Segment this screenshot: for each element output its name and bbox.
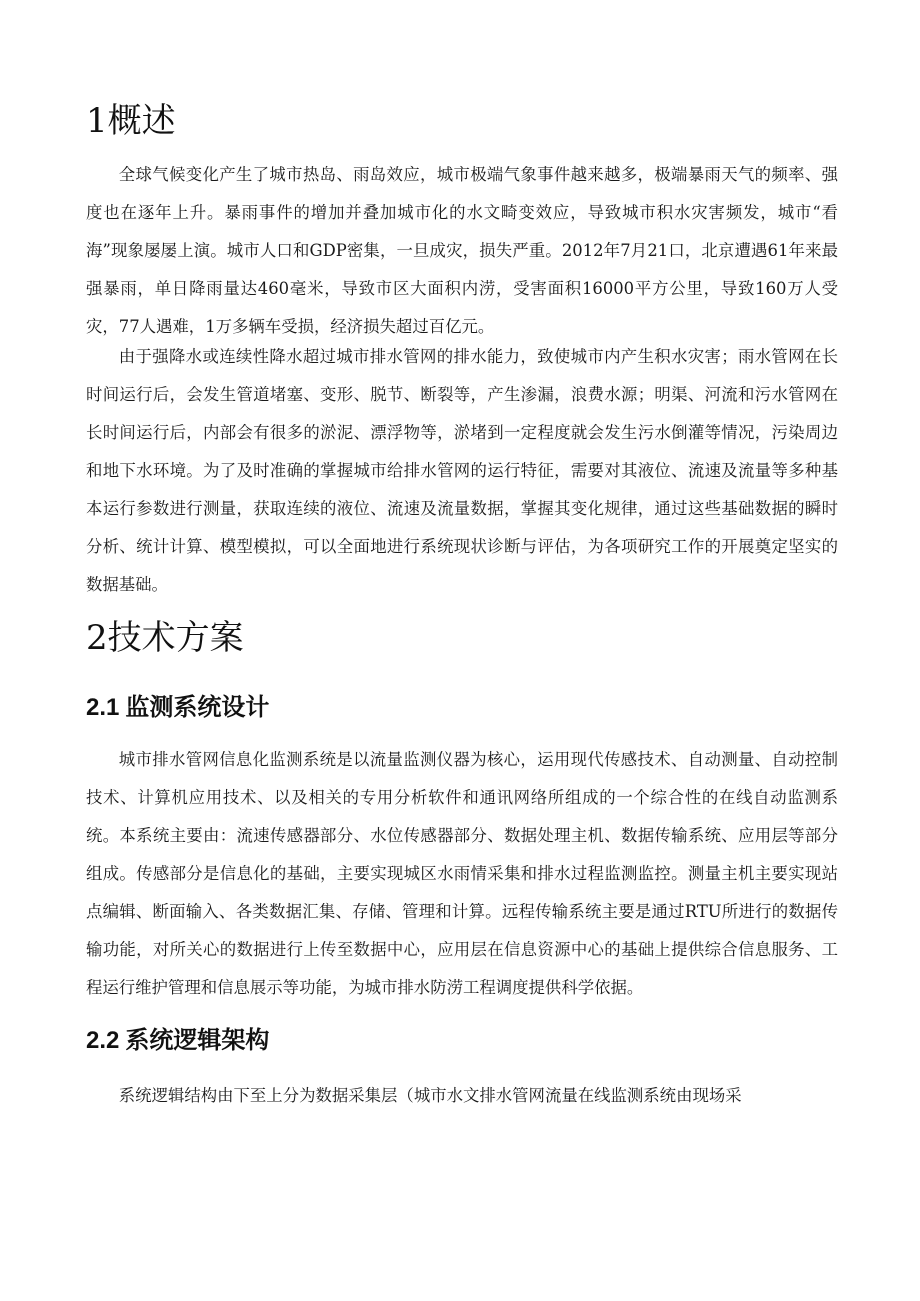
- logic-architecture-paragraph: 系统逻辑结构由下至上分为数据采集层（城市水文排水管网流量在线监测系统由现场采: [118, 1086, 742, 1105]
- overview-paragraph-2: 由于强降水或连续性降水超过城市排水管网的排水能力，致使城市内产生积水灾害；雨水管网在长时间运行后，会发生管道堵塞、变形、脱节、断裂等，产生渗漏，浪费水源；明渠、河流和污水管网在长时间运行后，内部会有很多的淤泥、漂浮物等，淤堵到一定程度就会发生污水倒灌等情况，污染周边和地下水环境。为了及时准确的掌握城市给排水管网的运行特征，需要对其液位、流速及流量等多种基本运行参数进行测量，获取连续的液位、流速及流量数据，掌握其变化规律，通过这些基础数据的瞬时分析、统计计算、模型模拟，可以全面地进行系统现状诊断与评估，为各项研究工作的开展奠定坚实的数据基础。: [86, 347, 838, 594]
- overview-paragraph-1: 全球气候变化产生了城市热岛、雨岛效应，城市极端气象事件越来越多，极端暴雨天气的频率、强度也在逐年上升。暴雨事件的增加并叠加城市化的水文畸变效应，导致城市积水灾害频发，城市“看海”现象屡屡上演。城市人口和GDP密集，一旦成灾，损失严重。2012年7月21口，北京遭遇61年来最强暴雨，单日降雨量达460毫米，导致市区大面积内涝，受害面积16000平方公里，导致160万人受灾，77人遇难，1万多辆车受损，经济损失超过百亿元。: [86, 165, 838, 336]
- section-heading-technical-plan: 2技术方案: [86, 618, 244, 658]
- subsection-heading-2-2: [86, 1026, 269, 1056]
- subsection-title: 监测系统设计: [125, 694, 270, 721]
- subsection-number: 2.2: [86, 1027, 120, 1054]
- subsection-number: 2.1: [86, 694, 120, 721]
- subsection-title: 系统逻辑架构: [125, 1027, 270, 1054]
- monitoring-design-paragraph: 城市排水管网信息化监测系统是以流量监测仪器为核心，运用现代传感技术、自动测量、自动控制技术、计算机应用技术、以及相关的专用分析软件和通讯网络所组成的一个综合性的在线自动监测系统。本系统主要由：流速传感器部分、水位传感器部分、数据处理主机、数据传输系统、应用层等部分组成。传感部分是信息化的基础，主要实现城区水雨情采集和排水过程监测监控。测量主机主要实现站点编辑、断面输入、各类数据汇集、存储、管理和计算。远程传输系统主要是通过RTU所进行的数据传输功能，对所关心的数据进行上传至数据中心，应用层在信息资源中心的基础上提供综合信息服务、工程运行维护管理和信息展示等功能，为城市排水防涝工程调度提供科学依据。: [86, 750, 838, 997]
- subsection-heading-2-1: [86, 693, 269, 723]
- section-heading-overview: 1概述: [86, 101, 176, 141]
